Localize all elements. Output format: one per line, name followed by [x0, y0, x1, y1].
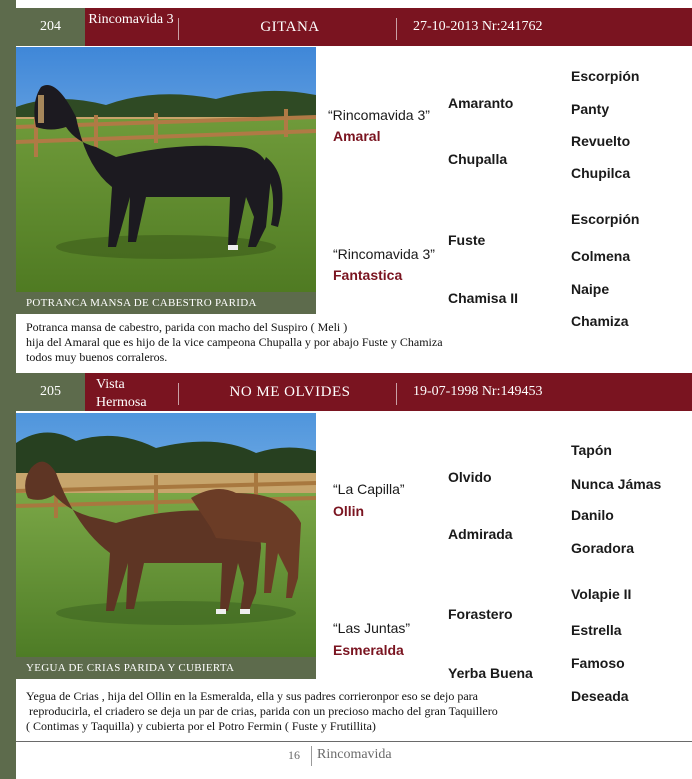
great-grandparent: Revuelto	[571, 133, 631, 149]
grandparent: Chamisa II	[448, 290, 519, 306]
great-grandparent: Chupilca	[571, 165, 631, 181]
header-divider	[396, 383, 397, 405]
great-grandparent: Deseada	[571, 688, 629, 704]
lot-204	[16, 8, 692, 370]
left-sidebar-strip	[0, 0, 16, 779]
great-grandparent: Volapie II	[571, 586, 632, 602]
birth-date-registration: 19-07-1998 Nr:149453	[413, 384, 543, 399]
breeder-farm: Rincomavida 3	[88, 12, 174, 27]
lot-description	[26, 320, 443, 365]
great-grandparent: Famoso	[571, 655, 625, 671]
description-line: todos muy buenos corraleros.	[26, 350, 168, 364]
photo-caption: POTRANCA MANSA DE CABESTRO PARIDA	[16, 292, 316, 314]
grandparent: Fuste	[448, 232, 486, 248]
lot-number: 204	[16, 8, 85, 46]
description-line: ( Contimas y Taquilla) y cubierta por el Potro Fermin ( Fuste y Frutillita)	[26, 719, 376, 733]
grandparent: Forastero	[448, 606, 513, 622]
grandparent: Yerba Buena	[448, 665, 533, 681]
sire-name: Ollin	[333, 503, 365, 519]
horse-name: GITANA	[260, 18, 320, 35]
grandparent: Amaranto	[448, 95, 514, 111]
great-grandparent: Estrella	[571, 622, 622, 638]
dam-breeder: “Las Juntas”	[333, 620, 411, 636]
horse-name: NO ME OLVIDES	[229, 383, 351, 400]
sire-breeder: “La Capilla”	[333, 481, 405, 497]
photo-caption: YEGUA DE CRIAS PARIDA Y CUBIERTA	[16, 657, 316, 679]
dam-breeder: “Rincomavida 3”	[333, 246, 435, 262]
great-grandparent: Colmena	[571, 248, 631, 264]
grandparent: Admirada	[448, 526, 513, 542]
footer-brand: Rincomavida	[317, 747, 392, 762]
page-footer	[0, 745, 692, 767]
breeder-farm: Vista Hermosa	[96, 377, 147, 410]
lot-description	[26, 689, 498, 734]
header-divider	[178, 18, 179, 40]
sire-name: Amaral	[333, 128, 381, 144]
description-line: Potranca mansa de cabestro, parida con macho del Suspiro ( Meli )	[26, 320, 348, 334]
birth-date-registration: 27-10-2013 Nr:241762	[413, 19, 543, 34]
lot-header	[16, 373, 692, 411]
dam-name: Fantastica	[333, 267, 403, 283]
description-line: reproducirla, el criadero se deja un par de crias, parida con un precioso macho del gran Taquillero	[26, 704, 498, 718]
great-grandparent: Panty	[571, 101, 610, 117]
great-grandparent: Escorpión	[571, 211, 640, 227]
footer-separator	[311, 746, 312, 766]
horse-photo	[16, 413, 316, 657]
description-line: hija del Amaral que es hijo de la vice campeona Chupalla y por abajo Fuste y Chamiza	[26, 335, 443, 349]
dam-name: Esmeralda	[333, 642, 404, 658]
great-grandparent: Danilo	[571, 507, 614, 523]
footer-divider	[16, 741, 692, 742]
lot-number: 205	[16, 373, 85, 411]
description-line: Yegua de Crias , hija del Ollin en la Esmeralda, ella y sus padres corrieronpor eso se dejo para	[26, 689, 478, 703]
header-divider	[396, 18, 397, 40]
great-grandparent: Tapón	[571, 442, 612, 458]
page-number: 16	[288, 748, 300, 762]
grandparent: Chupalla	[448, 151, 508, 167]
great-grandparent: Escorpión	[571, 68, 640, 84]
grandparent: Olvido	[448, 469, 492, 485]
lot-header	[16, 8, 692, 46]
great-grandparent: Chamiza	[571, 313, 629, 329]
great-grandparent: Naipe	[571, 281, 610, 297]
lot-205	[16, 373, 692, 741]
sire-breeder: “Rincomavida 3”	[328, 107, 430, 123]
great-grandparent: Goradora	[571, 540, 635, 556]
horse-photo	[16, 47, 316, 292]
header-divider	[178, 383, 179, 405]
great-grandparent: Nunca Jámas	[571, 476, 662, 492]
